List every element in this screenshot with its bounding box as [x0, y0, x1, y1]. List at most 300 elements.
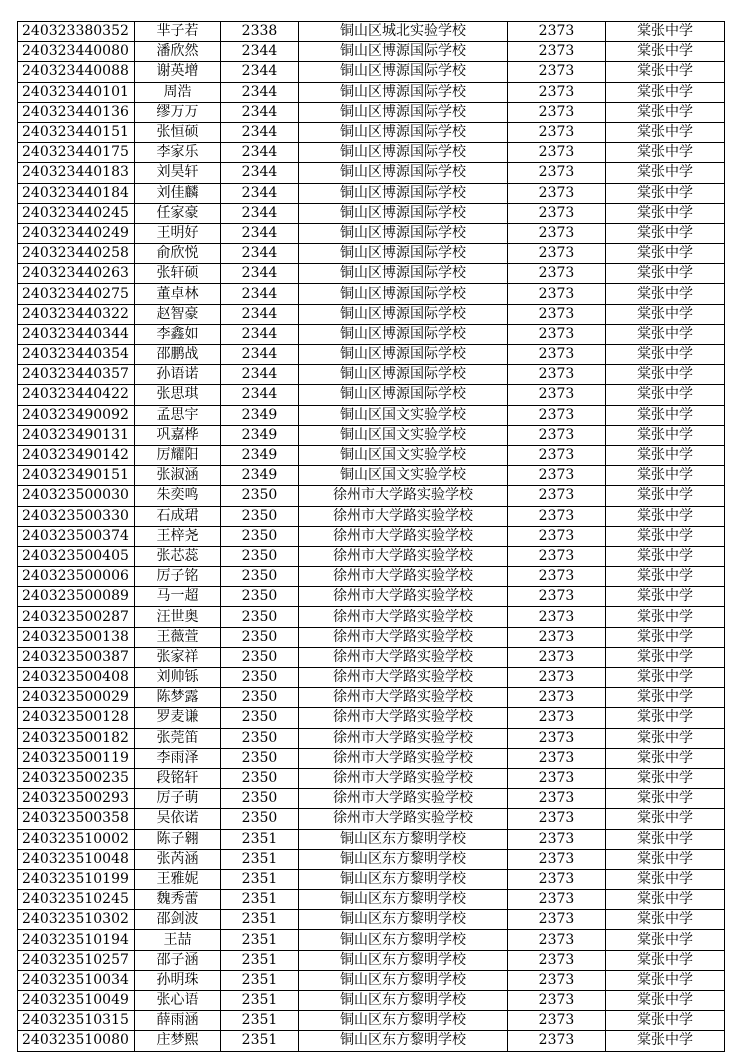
school-code-cell: 2344 [221, 82, 299, 102]
student-id-cell: 240323440151 [18, 122, 135, 142]
student-id-cell: 240323490131 [18, 425, 135, 445]
student-id-cell: 240323500405 [18, 546, 135, 566]
school-code-cell: 2350 [221, 587, 299, 607]
target-code-cell: 2373 [508, 42, 606, 62]
student-id-cell: 240323510315 [18, 1011, 135, 1031]
target-school-cell: 棠张中学 [606, 163, 725, 183]
target-school-cell: 棠张中学 [606, 22, 725, 42]
target-school-cell: 棠张中学 [606, 930, 725, 950]
table-row [18, 829, 725, 849]
student-name-cell: 李鑫如 [135, 324, 221, 344]
student-id-cell: 240323440184 [18, 183, 135, 203]
table-row [18, 869, 725, 889]
target-school-cell: 棠张中学 [606, 668, 725, 688]
target-school-cell: 棠张中学 [606, 244, 725, 264]
table-row [18, 385, 725, 405]
school-code-cell: 2351 [221, 950, 299, 970]
student-name-cell: 朱奕鸣 [135, 486, 221, 506]
student-name-cell: 厉子萌 [135, 789, 221, 809]
student-name-cell: 邵剑波 [135, 910, 221, 930]
student-name-cell: 马一超 [135, 587, 221, 607]
student-id-cell: 240323500387 [18, 647, 135, 667]
student-id-cell: 240323500330 [18, 506, 135, 526]
target-school-cell: 棠张中学 [606, 466, 725, 486]
school-code-cell: 2350 [221, 607, 299, 627]
target-school-cell: 棠张中学 [606, 849, 725, 869]
school-code-cell: 2344 [221, 365, 299, 385]
school-code-cell: 2351 [221, 1031, 299, 1051]
target-school-cell: 棠张中学 [606, 425, 725, 445]
target-code-cell: 2373 [508, 587, 606, 607]
student-id-cell: 240323440088 [18, 62, 135, 82]
school-code-cell: 2344 [221, 122, 299, 142]
school-name-cell: 铜山区博源国际学校 [299, 183, 508, 203]
target-school-cell: 棠张中学 [606, 708, 725, 728]
school-name-cell: 铜山区博源国际学校 [299, 324, 508, 344]
student-name-cell: 任家豪 [135, 203, 221, 223]
student-id-cell: 240323510034 [18, 970, 135, 990]
target-code-cell: 2373 [508, 768, 606, 788]
table-row [18, 668, 725, 688]
target-code-cell: 2373 [508, 405, 606, 425]
table-row [18, 324, 725, 344]
school-name-cell: 铜山区博源国际学校 [299, 264, 508, 284]
school-code-cell: 2344 [221, 163, 299, 183]
student-name-cell: 谢英增 [135, 62, 221, 82]
student-name-cell: 孟思宇 [135, 405, 221, 425]
target-school-cell: 棠张中学 [606, 768, 725, 788]
target-school-cell: 棠张中学 [606, 264, 725, 284]
table-row [18, 183, 725, 203]
table-row [18, 1031, 725, 1051]
school-code-cell: 2350 [221, 809, 299, 829]
school-name-cell: 徐州市大学路实验学校 [299, 607, 508, 627]
table-row [18, 1011, 725, 1031]
target-school-cell: 棠张中学 [606, 647, 725, 667]
student-id-cell: 240323440322 [18, 304, 135, 324]
school-code-cell: 2350 [221, 506, 299, 526]
school-name-cell: 铜山区东方黎明学校 [299, 1031, 508, 1051]
student-name-cell: 陈梦露 [135, 688, 221, 708]
student-id-cell: 240323440136 [18, 102, 135, 122]
school-name-cell: 铜山区博源国际学校 [299, 244, 508, 264]
student-name-cell: 王明好 [135, 223, 221, 243]
target-school-cell: 棠张中学 [606, 62, 725, 82]
school-code-cell: 2344 [221, 203, 299, 223]
table-row [18, 445, 725, 465]
table-row [18, 768, 725, 788]
target-school-cell: 棠张中学 [606, 728, 725, 748]
target-code-cell: 2373 [508, 950, 606, 970]
student-name-cell: 汪世奥 [135, 607, 221, 627]
target-code-cell: 2373 [508, 991, 606, 1011]
target-school-cell: 棠张中学 [606, 809, 725, 829]
target-code-cell: 2373 [508, 183, 606, 203]
target-school-cell: 棠张中学 [606, 405, 725, 425]
school-code-cell: 2350 [221, 768, 299, 788]
school-name-cell: 铜山区东方黎明学校 [299, 991, 508, 1011]
student-id-cell: 240323510048 [18, 849, 135, 869]
student-id-cell: 240323510302 [18, 910, 135, 930]
student-id-cell: 240323510194 [18, 930, 135, 950]
student-name-cell: 张淑涵 [135, 466, 221, 486]
table-row [18, 143, 725, 163]
student-name-cell: 张莞笛 [135, 728, 221, 748]
student-name-cell: 张轩硕 [135, 264, 221, 284]
student-id-cell: 240323500029 [18, 688, 135, 708]
school-name-cell: 徐州市大学路实验学校 [299, 587, 508, 607]
target-code-cell: 2373 [508, 385, 606, 405]
school-name-cell: 铜山区博源国际学校 [299, 345, 508, 365]
table-row [18, 62, 725, 82]
student-id-cell: 240323440344 [18, 324, 135, 344]
school-code-cell: 2344 [221, 62, 299, 82]
target-school-cell: 棠张中学 [606, 345, 725, 365]
student-id-cell: 240323440263 [18, 264, 135, 284]
school-code-cell: 2344 [221, 284, 299, 304]
student-id-cell: 240323440357 [18, 365, 135, 385]
target-code-cell: 2373 [508, 809, 606, 829]
target-code-cell: 2373 [508, 607, 606, 627]
target-school-cell: 棠张中学 [606, 869, 725, 889]
school-code-cell: 2349 [221, 425, 299, 445]
school-code-cell: 2351 [221, 849, 299, 869]
target-code-cell: 2373 [508, 143, 606, 163]
target-code-cell: 2373 [508, 365, 606, 385]
target-code-cell: 2373 [508, 22, 606, 42]
school-code-cell: 2351 [221, 970, 299, 990]
target-code-cell: 2373 [508, 466, 606, 486]
school-name-cell: 铜山区博源国际学校 [299, 122, 508, 142]
target-school-cell: 棠张中学 [606, 324, 725, 344]
target-school-cell: 棠张中学 [606, 546, 725, 566]
target-code-cell: 2373 [508, 546, 606, 566]
student-name-cell: 潘欣然 [135, 42, 221, 62]
student-id-cell: 240323510002 [18, 829, 135, 849]
target-code-cell: 2373 [508, 244, 606, 264]
student-id-cell: 240323500089 [18, 587, 135, 607]
school-name-cell: 铜山区国文实验学校 [299, 445, 508, 465]
student-name-cell: 罗麦谦 [135, 708, 221, 728]
student-name-cell: 张芮涵 [135, 849, 221, 869]
student-id-cell: 240323440175 [18, 143, 135, 163]
student-name-cell: 赵智豪 [135, 304, 221, 324]
target-school-cell: 棠张中学 [606, 1031, 725, 1051]
student-name-cell: 王喆 [135, 930, 221, 950]
admission-table [17, 21, 725, 1052]
table-row [18, 991, 725, 1011]
school-name-cell: 铜山区国文实验学校 [299, 425, 508, 445]
table-row [18, 627, 725, 647]
school-name-cell: 铜山区东方黎明学校 [299, 869, 508, 889]
school-code-cell: 2350 [221, 728, 299, 748]
target-code-cell: 2373 [508, 82, 606, 102]
school-code-cell: 2344 [221, 183, 299, 203]
student-id-cell: 240323500408 [18, 668, 135, 688]
target-school-cell: 棠张中学 [606, 143, 725, 163]
target-school-cell: 棠张中学 [606, 385, 725, 405]
school-name-cell: 铜山区东方黎明学校 [299, 829, 508, 849]
student-id-cell: 240323500119 [18, 748, 135, 768]
target-school-cell: 棠张中学 [606, 223, 725, 243]
school-name-cell: 徐州市大学路实验学校 [299, 748, 508, 768]
table-row [18, 789, 725, 809]
target-code-cell: 2373 [508, 264, 606, 284]
table-row [18, 688, 725, 708]
table-body [18, 22, 725, 1052]
student-id-cell: 240323500358 [18, 809, 135, 829]
target-code-cell: 2373 [508, 789, 606, 809]
table-row [18, 345, 725, 365]
target-school-cell: 棠张中学 [606, 102, 725, 122]
target-code-cell: 2373 [508, 627, 606, 647]
school-name-cell: 徐州市大学路实验学校 [299, 486, 508, 506]
student-id-cell: 240323500374 [18, 526, 135, 546]
target-school-cell: 棠张中学 [606, 567, 725, 587]
target-school-cell: 棠张中学 [606, 748, 725, 768]
school-code-cell: 2350 [221, 526, 299, 546]
target-code-cell: 2373 [508, 708, 606, 728]
table-row [18, 950, 725, 970]
student-id-cell: 240323440354 [18, 345, 135, 365]
table-row [18, 244, 725, 264]
table-row [18, 607, 725, 627]
target-school-cell: 棠张中学 [606, 445, 725, 465]
student-name-cell: 芈子若 [135, 22, 221, 42]
student-name-cell: 董卓林 [135, 284, 221, 304]
table-row [18, 223, 725, 243]
school-code-cell: 2344 [221, 244, 299, 264]
school-name-cell: 铜山区博源国际学校 [299, 82, 508, 102]
school-code-cell: 2349 [221, 405, 299, 425]
table-row [18, 849, 725, 869]
student-id-cell: 240323500128 [18, 708, 135, 728]
student-name-cell: 厉子铭 [135, 567, 221, 587]
table-row [18, 567, 725, 587]
student-name-cell: 俞欣悦 [135, 244, 221, 264]
target-code-cell: 2373 [508, 970, 606, 990]
school-name-cell: 徐州市大学路实验学校 [299, 546, 508, 566]
target-code-cell: 2373 [508, 223, 606, 243]
target-code-cell: 2373 [508, 1031, 606, 1051]
school-code-cell: 2351 [221, 991, 299, 1011]
target-code-cell: 2373 [508, 203, 606, 223]
target-school-cell: 棠张中学 [606, 203, 725, 223]
table-row [18, 163, 725, 183]
table-row [18, 890, 725, 910]
target-code-cell: 2373 [508, 728, 606, 748]
student-name-cell: 薛雨涵 [135, 1011, 221, 1031]
target-school-cell: 棠张中学 [606, 304, 725, 324]
target-code-cell: 2373 [508, 1011, 606, 1031]
student-id-cell: 240323500138 [18, 627, 135, 647]
school-code-cell: 2351 [221, 1011, 299, 1031]
table-row [18, 526, 725, 546]
student-id-cell: 240323510245 [18, 890, 135, 910]
school-code-cell: 2351 [221, 869, 299, 889]
student-name-cell: 缪万万 [135, 102, 221, 122]
school-name-cell: 徐州市大学路实验学校 [299, 768, 508, 788]
student-name-cell: 张心语 [135, 991, 221, 1011]
school-code-cell: 2344 [221, 223, 299, 243]
student-name-cell: 王梓尧 [135, 526, 221, 546]
school-name-cell: 铜山区博源国际学校 [299, 143, 508, 163]
student-name-cell: 张恒硕 [135, 122, 221, 142]
target-code-cell: 2373 [508, 324, 606, 344]
school-name-cell: 铜山区博源国际学校 [299, 223, 508, 243]
target-code-cell: 2373 [508, 748, 606, 768]
table-row [18, 546, 725, 566]
student-id-cell: 240323440422 [18, 385, 135, 405]
student-name-cell: 张家祥 [135, 647, 221, 667]
target-code-cell: 2373 [508, 506, 606, 526]
school-code-cell: 2350 [221, 748, 299, 768]
target-code-cell: 2373 [508, 102, 606, 122]
target-school-cell: 棠张中学 [606, 587, 725, 607]
target-code-cell: 2373 [508, 304, 606, 324]
school-code-cell: 2350 [221, 708, 299, 728]
school-name-cell: 铜山区东方黎明学校 [299, 950, 508, 970]
student-name-cell: 周浩 [135, 82, 221, 102]
table-row [18, 304, 725, 324]
school-name-cell: 徐州市大学路实验学校 [299, 647, 508, 667]
target-code-cell: 2373 [508, 930, 606, 950]
student-id-cell: 240323440275 [18, 284, 135, 304]
table-row [18, 910, 725, 930]
school-code-cell: 2350 [221, 567, 299, 587]
target-school-cell: 棠张中学 [606, 82, 725, 102]
school-name-cell: 铜山区博源国际学校 [299, 365, 508, 385]
student-id-cell: 240323490142 [18, 445, 135, 465]
table-row [18, 486, 725, 506]
table-row [18, 708, 725, 728]
student-id-cell: 240323500287 [18, 607, 135, 627]
school-code-cell: 2351 [221, 829, 299, 849]
school-name-cell: 铜山区东方黎明学校 [299, 849, 508, 869]
school-name-cell: 铜山区东方黎明学校 [299, 1011, 508, 1031]
student-name-cell: 刘佳麟 [135, 183, 221, 203]
target-code-cell: 2373 [508, 445, 606, 465]
student-name-cell: 段铭轩 [135, 768, 221, 788]
school-name-cell: 铜山区国文实验学校 [299, 466, 508, 486]
target-school-cell: 棠张中学 [606, 970, 725, 990]
student-id-cell: 240323440101 [18, 82, 135, 102]
student-id-cell: 240323490151 [18, 466, 135, 486]
table-row [18, 365, 725, 385]
school-code-cell: 2350 [221, 789, 299, 809]
school-name-cell: 铜山区东方黎明学校 [299, 930, 508, 950]
target-code-cell: 2373 [508, 284, 606, 304]
school-name-cell: 铜山区博源国际学校 [299, 284, 508, 304]
school-code-cell: 2350 [221, 546, 299, 566]
school-name-cell: 铜山区博源国际学校 [299, 163, 508, 183]
target-school-cell: 棠张中学 [606, 910, 725, 930]
school-name-cell: 铜山区博源国际学校 [299, 385, 508, 405]
target-code-cell: 2373 [508, 849, 606, 869]
student-id-cell: 240323440249 [18, 223, 135, 243]
target-school-cell: 棠张中学 [606, 122, 725, 142]
target-school-cell: 棠张中学 [606, 950, 725, 970]
student-id-cell: 240323510199 [18, 869, 135, 889]
school-name-cell: 徐州市大学路实验学校 [299, 688, 508, 708]
table-row [18, 264, 725, 284]
school-code-cell: 2351 [221, 930, 299, 950]
student-name-cell: 孙语诺 [135, 365, 221, 385]
student-id-cell: 240323500030 [18, 486, 135, 506]
student-name-cell: 王雅妮 [135, 869, 221, 889]
table-row [18, 647, 725, 667]
student-id-cell: 240323500235 [18, 768, 135, 788]
student-id-cell: 240323510080 [18, 1031, 135, 1051]
school-code-cell: 2350 [221, 486, 299, 506]
school-name-cell: 铜山区博源国际学校 [299, 203, 508, 223]
school-name-cell: 徐州市大学路实验学校 [299, 526, 508, 546]
school-code-cell: 2351 [221, 910, 299, 930]
target-school-cell: 棠张中学 [606, 526, 725, 546]
school-name-cell: 徐州市大学路实验学校 [299, 728, 508, 748]
school-code-cell: 2350 [221, 647, 299, 667]
table-row [18, 22, 725, 42]
school-name-cell: 铜山区东方黎明学校 [299, 910, 508, 930]
school-code-cell: 2344 [221, 143, 299, 163]
student-id-cell: 240323500182 [18, 728, 135, 748]
table-row [18, 284, 725, 304]
student-name-cell: 魏秀蕾 [135, 890, 221, 910]
target-code-cell: 2373 [508, 890, 606, 910]
target-code-cell: 2373 [508, 163, 606, 183]
table-row [18, 728, 725, 748]
target-code-cell: 2373 [508, 910, 606, 930]
school-name-cell: 徐州市大学路实验学校 [299, 708, 508, 728]
table-row [18, 506, 725, 526]
school-code-cell: 2338 [221, 22, 299, 42]
school-name-cell: 铜山区城北实验学校 [299, 22, 508, 42]
student-name-cell: 吴依诺 [135, 809, 221, 829]
student-name-cell: 厉耀阳 [135, 445, 221, 465]
student-name-cell: 张思琪 [135, 385, 221, 405]
target-code-cell: 2373 [508, 869, 606, 889]
table-row [18, 748, 725, 768]
target-school-cell: 棠张中学 [606, 486, 725, 506]
target-school-cell: 棠张中学 [606, 890, 725, 910]
school-code-cell: 2344 [221, 345, 299, 365]
school-name-cell: 铜山区博源国际学校 [299, 42, 508, 62]
student-id-cell: 240323500293 [18, 789, 135, 809]
table-row [18, 102, 725, 122]
target-code-cell: 2373 [508, 425, 606, 445]
school-name-cell: 铜山区博源国际学校 [299, 102, 508, 122]
school-code-cell: 2344 [221, 304, 299, 324]
school-name-cell: 徐州市大学路实验学校 [299, 567, 508, 587]
student-name-cell: 庄梦熙 [135, 1031, 221, 1051]
target-code-cell: 2373 [508, 526, 606, 546]
target-code-cell: 2373 [508, 486, 606, 506]
school-name-cell: 徐州市大学路实验学校 [299, 809, 508, 829]
student-name-cell: 邵子涵 [135, 950, 221, 970]
school-code-cell: 2349 [221, 466, 299, 486]
school-code-cell: 2350 [221, 688, 299, 708]
student-name-cell: 孙明珠 [135, 970, 221, 990]
target-code-cell: 2373 [508, 647, 606, 667]
school-name-cell: 徐州市大学路实验学校 [299, 506, 508, 526]
student-name-cell: 李家乐 [135, 143, 221, 163]
school-name-cell: 铜山区东方黎明学校 [299, 890, 508, 910]
school-name-cell: 徐州市大学路实验学校 [299, 789, 508, 809]
student-name-cell: 刘帅铄 [135, 668, 221, 688]
student-id-cell: 240323380352 [18, 22, 135, 42]
target-school-cell: 棠张中学 [606, 607, 725, 627]
table-row [18, 82, 725, 102]
